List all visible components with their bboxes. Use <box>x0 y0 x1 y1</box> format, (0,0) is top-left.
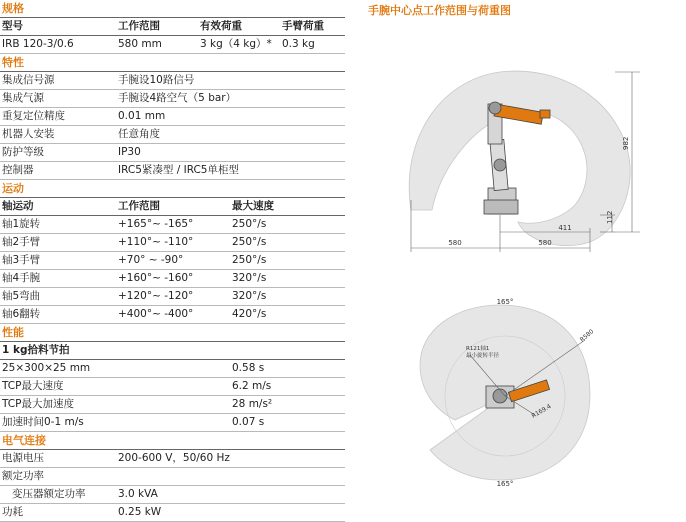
side-work-envelope <box>409 71 630 246</box>
axis-range: +70° ~ -90° <box>118 254 184 266</box>
perf-label: TCP最大速度 <box>2 380 64 392</box>
feature-label: 防护等级 <box>2 146 44 158</box>
perf-value: 28 m/s² <box>232 398 273 410</box>
angle-bottom: 165° <box>496 480 514 488</box>
axis-range: +160°~ -160° <box>118 272 194 284</box>
elec-voltage-value: 200-600 V，50/60 Hz <box>118 452 230 464</box>
feature-label: 集成气源 <box>2 92 44 104</box>
axis-speed: 420°/s <box>232 308 267 320</box>
axis-speed: 250°/s <box>232 236 267 248</box>
r121-label-line1: R121轴1 <box>466 346 490 352</box>
feature-value: 任意角度 <box>118 128 160 140</box>
perf-value: 0.58 s <box>232 362 265 374</box>
hdr-model: 型号 <box>2 20 23 32</box>
motion-hdr-axis: 轴运动 <box>2 200 34 212</box>
armload-value: 0.3 kg <box>282 38 315 50</box>
perf-label: 加速时间0-1 m/s <box>2 416 84 428</box>
r169-label: R169.4 <box>530 402 553 420</box>
axis-range: +165°~ -165° <box>118 218 194 230</box>
elec-voltage-label: 电源电压 <box>2 452 44 464</box>
feature-label: 集成信号源 <box>2 74 55 86</box>
section-electrical: 电气连接 <box>0 432 345 450</box>
axis-range: +110°~ -110° <box>118 236 194 248</box>
dim-112: 112 <box>606 210 614 224</box>
perf-label: 25×300×25 mm <box>2 362 91 374</box>
feature-value: 手腕设4路空气（5 bar） <box>118 92 237 104</box>
section-performance: 性能 <box>0 324 345 342</box>
hdr-range: 工作范围 <box>118 20 160 32</box>
dim-411: 411 <box>558 224 572 232</box>
hdr-armload: 手臂荷重 <box>282 20 324 32</box>
angle-top: 165° <box>496 298 514 306</box>
elec-rated-label: 额定功率 <box>2 470 44 482</box>
top-view <box>420 298 595 488</box>
axis-name: 轴6翻转 <box>2 308 41 320</box>
range-value: 580 mm <box>118 38 162 50</box>
axis-name: 轴5弯曲 <box>2 290 41 302</box>
axis-speed: 320°/s <box>232 272 267 284</box>
r580-label: R580 <box>578 328 596 344</box>
perf-value: 0.07 s <box>232 416 265 428</box>
section-features: 特性 <box>0 54 345 72</box>
motion-hdr-range: 工作范围 <box>118 200 160 212</box>
axis-name: 轴4手腕 <box>2 272 41 284</box>
feature-value: IRC5紧凑型 / IRC5单柜型 <box>118 164 239 176</box>
axis-name: 轴3手臂 <box>2 254 41 266</box>
elec-transformer-value: 3.0 kVA <box>118 488 158 500</box>
hdr-payload: 有效荷重 <box>200 20 242 32</box>
motion-hdr-speed: 最大速度 <box>232 200 274 212</box>
payload-value: 3 kg（4 kg）* <box>200 38 272 50</box>
feature-value: 0.01 mm <box>118 110 166 122</box>
section-specs: 规格 <box>0 0 345 18</box>
axis-name: 轴1旋转 <box>2 218 41 230</box>
diagram-title: 手腕中心点工作范围与荷重图 <box>368 4 511 17</box>
perf-header: 1 kg拾料节拍 <box>2 344 70 356</box>
dim-580-right: 580 <box>538 239 552 247</box>
robot-side-icon <box>484 102 550 214</box>
feature-label: 控制器 <box>2 164 34 176</box>
feature-value: 手腕设10路信号 <box>118 74 195 86</box>
axis-speed: 250°/s <box>232 254 267 266</box>
axis-range: +120°~ -120° <box>118 290 194 302</box>
dim-580-left: 580 <box>448 239 462 247</box>
model-value: IRB 120-3/0.6 <box>2 38 74 50</box>
perf-value: 6.2 m/s <box>232 380 272 392</box>
r121-label-line2: 最小旋转半径 <box>466 353 500 359</box>
axis-range: +400°~ -400° <box>118 308 194 320</box>
section-motion: 运动 <box>0 180 345 198</box>
feature-label: 重复定位精度 <box>2 110 65 122</box>
dim-982: 982 <box>622 136 630 150</box>
axis-speed: 250°/s <box>232 218 267 230</box>
elec-power-label: 功耗 <box>2 506 23 518</box>
elec-transformer-label: 变压器额定功率 <box>12 488 86 500</box>
feature-value: IP30 <box>118 146 141 158</box>
side-view <box>409 71 640 252</box>
axis-name: 轴2手臂 <box>2 236 41 248</box>
feature-label: 机器人安装 <box>2 128 55 140</box>
perf-label: TCP最大加速度 <box>2 398 74 410</box>
axis-speed: 320°/s <box>232 290 267 302</box>
elec-power-value: 0.25 kW <box>118 506 162 518</box>
